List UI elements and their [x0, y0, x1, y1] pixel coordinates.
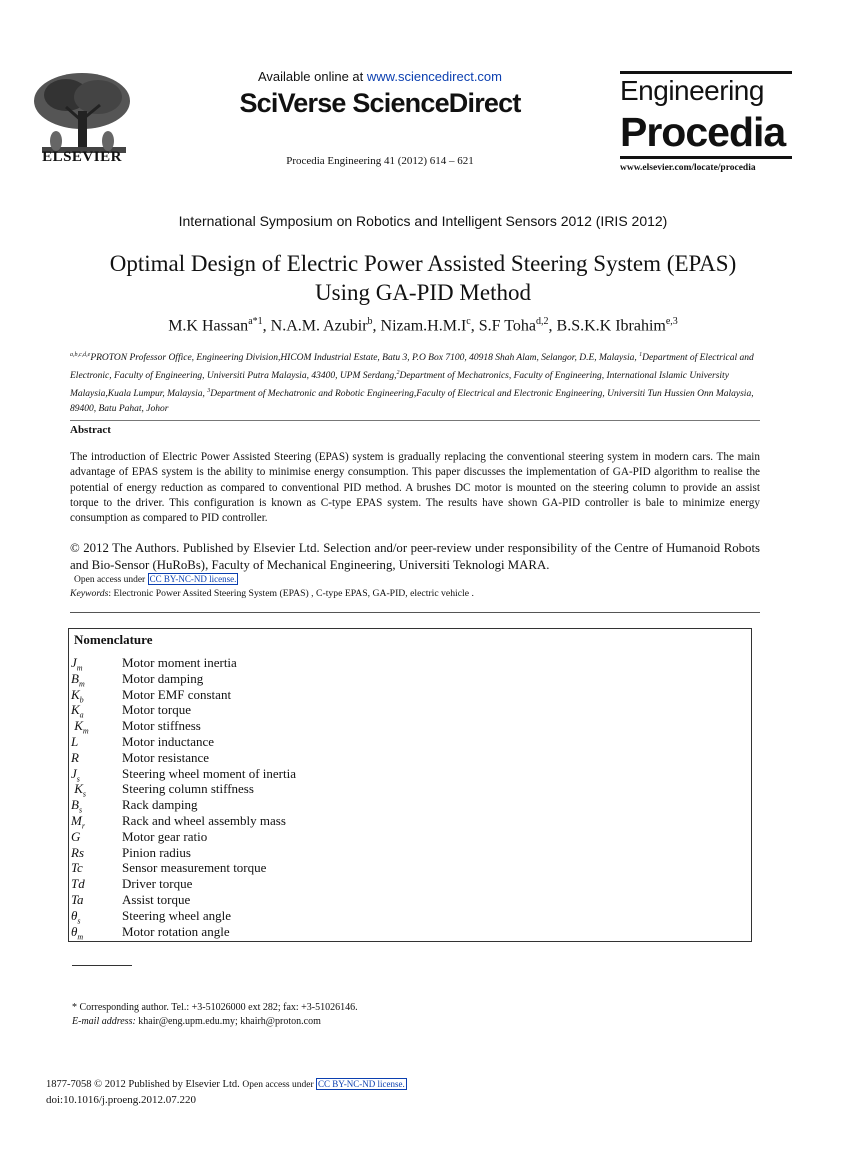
nomenclature-description: Motor damping	[122, 670, 204, 686]
journal-url[interactable]: www.elsevier.com/locate/procedia	[620, 163, 756, 173]
affiliation-marker: a,b,c,d,e	[70, 352, 91, 358]
nomenclature-description: Motor EMF constant	[122, 686, 232, 702]
symbol-base: J	[71, 765, 77, 781]
symposium-name: International Symposium on Robotics and Intelligent Sensors 2012 (IRIS 2012)	[178, 213, 668, 229]
symbol-base: L	[71, 733, 79, 749]
email-label: E-mail address:	[72, 1016, 136, 1027]
affiliation-text: PROTON Professor Office, Engineering Division,HICOM Industrial Estate, Batu 3, P.O Box 7100, 40918 Shah Alam, Selangor, D.E, Malaysia,	[90, 353, 637, 364]
open-access-text: Open access under	[74, 575, 148, 585]
symbol-base: Rs	[71, 844, 84, 860]
nomenclature-description: Rack and wheel assembly mass	[122, 812, 286, 828]
journal-reference: Procedia Engineering 41 (2012) 614 – 621	[286, 155, 474, 167]
symbol-subscript: b	[79, 695, 84, 705]
affiliation-marker: 3	[207, 388, 211, 395]
author-superscript: d,2	[536, 316, 549, 327]
platform-name: SciVerse ScienceDirect	[239, 88, 521, 118]
available-online-line	[200, 69, 560, 84]
author-superscript: c	[466, 316, 471, 327]
open-access-text: Open access under	[242, 1080, 316, 1090]
author-superscript: b	[367, 316, 373, 327]
nomenclature-row	[71, 702, 741, 718]
nomenclature-description: Pinion radius	[122, 844, 191, 860]
nomenclature-description: Steering wheel moment of inertia	[122, 765, 297, 781]
author-name: S.F Toha	[478, 317, 537, 335]
nomenclature-row	[71, 876, 741, 892]
nomenclature-row	[71, 734, 741, 750]
email-line	[72, 1016, 321, 1027]
paper-title-line2: Using GA-PID Method	[315, 280, 531, 305]
nomenclature-row	[71, 750, 741, 766]
nomenclature-description: Motor inductance	[122, 733, 215, 749]
nomenclature-description: Motor stiffness	[122, 718, 201, 734]
nomenclature-row	[71, 908, 741, 924]
corresponding-author: * Corresponding author. Tel.: +3-51026000 ext 282; fax: +3-51026146.	[72, 1002, 358, 1013]
journal-logo-line2: Procedia	[620, 109, 786, 155]
symbol-subscript: s	[77, 916, 81, 926]
section-divider	[70, 420, 760, 421]
email-addresses[interactable]: khair@eng.upm.edu.my; khairh@proton.com	[135, 1016, 321, 1027]
abstract-heading: Abstract	[70, 424, 111, 436]
author-name: B.S.K.K Ibrahim	[556, 317, 666, 335]
author-name: N.A.M. Azubir	[270, 317, 368, 335]
author-superscript: e,3	[665, 316, 678, 327]
open-access-line	[74, 574, 238, 585]
nomenclature-list	[71, 655, 741, 942]
keywords-text: : Electronic Power Assited Steering System (EPAS) , C-type EPAS, GA-PID, electric vehicle .	[108, 588, 474, 599]
symbol-base: J	[71, 655, 77, 670]
affiliation-marker: 1	[639, 352, 643, 358]
nomenclature-description: Motor resistance	[122, 749, 210, 765]
journal-logo-rule-bottom	[620, 156, 792, 159]
doi[interactable]: doi:10.1016/j.proeng.2012.07.220	[46, 1094, 197, 1106]
symbol-subscript: s	[76, 774, 80, 784]
symbol-base: B	[71, 797, 79, 813]
author-name: Nizam.H.M.I	[380, 317, 467, 335]
nomenclature-row	[71, 766, 741, 782]
available-prefix: Available online at	[257, 69, 367, 84]
nomenclature-description: Rack damping	[122, 797, 198, 813]
symbol-subscript: s	[78, 805, 83, 815]
nomenclature-row	[71, 687, 741, 703]
journal-logo-rule-top	[620, 71, 792, 74]
nomenclature-description: Motor gear ratio	[122, 828, 208, 844]
symbol-subscript: m	[77, 932, 84, 942]
nomenclature-description: Sensor measurement torque	[122, 860, 267, 876]
nomenclature-symbol	[71, 924, 83, 942]
symbol-base: K	[71, 686, 80, 702]
nomenclature-heading: Nomenclature	[74, 632, 153, 647]
license-link[interactable]: CC BY-NC-ND license.	[149, 574, 237, 584]
nomenclature-row	[71, 671, 741, 687]
symbol-base: θ	[71, 907, 78, 923]
nomenclature-description: Motor torque	[122, 702, 191, 718]
symbol-base: K	[71, 718, 83, 734]
symbol-base: Td	[71, 876, 85, 892]
nomenclature-description: Motor moment inertia	[122, 655, 237, 670]
symbol-subscript: m	[82, 726, 89, 736]
symbol-base: Tc	[71, 860, 83, 876]
nomenclature-row	[71, 797, 741, 813]
symbol-subscript: s	[82, 789, 87, 799]
keywords-label: Keywords	[70, 588, 109, 599]
nomenclature-row	[71, 655, 741, 671]
section-divider	[70, 612, 760, 613]
nomenclature-description: Steering wheel angle	[122, 907, 232, 923]
symbol-base: R	[71, 749, 79, 765]
nomenclature-row	[71, 860, 741, 876]
affiliation-text: Department of Mechatronic and Robotic Engineering,Faculty of Electrical and Electronic Engineering, Universiti Tun Hussien Onn Malaysia, 89400, Batu Pahat, Johor	[70, 389, 754, 415]
author-name: M.K Hassan	[168, 317, 249, 335]
symbol-subscript: r	[81, 821, 85, 831]
copyright-statement: © 2012 The Authors. Published by Elsevier Ltd. Selection and/or peer-review under responsibility of the Centre of Humanoid Robots and Bio-Sensor (HuRoBs), Faculty of Mechanical Engineering, Universiti Teknologi MARA.	[70, 541, 760, 572]
symbol-subscript: m	[78, 679, 85, 689]
author-list: M.K Hassan$^{a*1}$, N.A.M. Azubir$^b$, $Nizam.H.M.I^c$, S.F Toha$^{d,2}$, B.S.K.K Ibrahim$^{e,3}$	[168, 316, 678, 335]
nomenclature-row	[71, 781, 741, 797]
author-superscript: a*1	[248, 316, 263, 327]
affiliations	[70, 348, 770, 417]
symbol-base: Ta	[71, 891, 84, 907]
nomenclature-row	[71, 718, 741, 734]
nomenclature-description: Motor rotation angle	[122, 923, 230, 939]
nomenclature-row	[71, 892, 741, 908]
abstract-text: The introduction of Electric Power Assisted Steering (EPAS) system is gradually replacing the conventional steering system in modern cars. The main advantage of EPAS system is the ability to minimise energy consumption. This paper discusses the implementation of GA-PID algorithm to realise the potential of energy reduction as compared to conventional PID method. A brushes DC motor is mounted on the steering column to provide an assist torque to the driver. This configuration is known as C-type EPAS system. The results have shown GA-PID controller is bale to minimize energy consumption as compared to PID controller.	[70, 451, 760, 525]
nomenclature-description: Steering column stiffness	[122, 781, 254, 797]
publisher-name: ELSEVIER	[42, 149, 122, 165]
nomenclature-box	[68, 628, 752, 942]
nomenclature-row	[71, 813, 741, 829]
nomenclature-description: Assist torque	[122, 891, 191, 907]
nomenclature-description: Driver torque	[122, 876, 193, 892]
journal-logo-line1: Engineering	[620, 75, 764, 106]
keywords-line	[70, 588, 760, 599]
paper-title	[40, 249, 806, 307]
symbol-subscript: a	[79, 710, 84, 720]
symbol-base: θ	[71, 923, 78, 939]
affiliation-text: Department of Mechatronics, Faculty of Engineering, International Islamic University Malaysia,Kuala Lumpur, Malaysia,	[70, 371, 729, 400]
sciencedirect-link[interactable]: www.sciencedirect.com	[366, 69, 502, 84]
nomenclature-row	[71, 845, 741, 861]
nomenclature-row	[71, 924, 741, 940]
issn-line	[46, 1079, 407, 1090]
symbol-subscript: m	[76, 663, 83, 673]
nomenclature-row	[71, 829, 741, 845]
license-link[interactable]: CC BY-NC-ND license.	[317, 1079, 405, 1089]
issn-text: 1877-7058 © 2012 Published by Elsevier Ltd.	[46, 1079, 240, 1090]
paper-title-line1: Optimal Design of Electric Power Assisted Steering System (EPAS)	[109, 251, 737, 276]
symbol-base: B	[71, 670, 79, 686]
affiliation-text: Department of Electrical and Electronic, Faculty of Engineering, Universiti Putra Malaysia, 43400, UPM Serdang,	[70, 353, 754, 382]
footnote-rule	[72, 965, 132, 966]
symbol-base: K	[71, 702, 80, 718]
symbol-base: G	[71, 828, 81, 844]
symbol-base: M	[71, 812, 82, 828]
affiliation-marker: 2	[396, 370, 400, 377]
symbol-base: K	[71, 781, 83, 797]
